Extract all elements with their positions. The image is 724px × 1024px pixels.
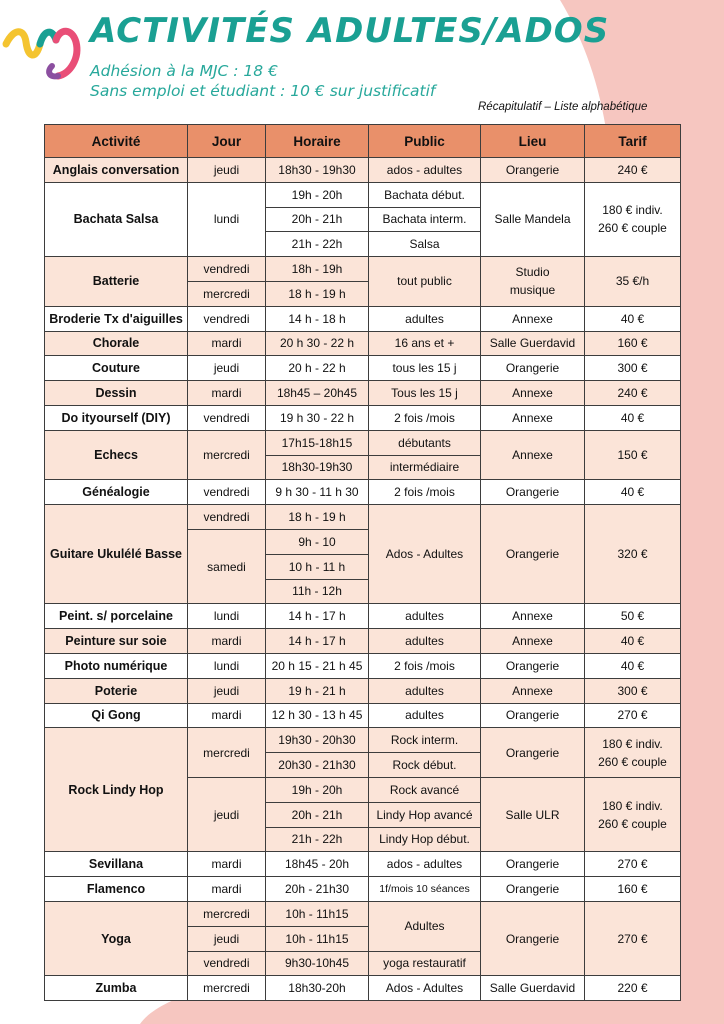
cell-lieu bbox=[481, 257, 585, 307]
cell-activite: Dessin bbox=[45, 381, 188, 406]
col-header-jour: Jour bbox=[188, 125, 266, 158]
col-header-tarif: Tarif bbox=[585, 125, 681, 158]
cell-horaire: 19 h - 21 h bbox=[266, 678, 369, 703]
cell-lieu: Orangerie bbox=[481, 901, 585, 975]
cell-jour: mardi bbox=[188, 331, 266, 356]
cell-horaire: 18h45 - 20h bbox=[266, 852, 369, 877]
cell-activite: Flamenco bbox=[45, 877, 188, 902]
cell-horaire: 18h30-20h bbox=[266, 976, 369, 1001]
table-row bbox=[45, 703, 681, 728]
cell-tarif: 220 € bbox=[585, 976, 681, 1001]
cell-lieu: Annexe bbox=[481, 678, 585, 703]
reduced-fee: Sans emploi et étudiant : 10 € sur justificatif bbox=[90, 82, 436, 100]
cell-lieu: Annexe bbox=[481, 306, 585, 331]
cell-jour: vendredi bbox=[188, 405, 266, 430]
cell-activite: Anglais conversation bbox=[45, 158, 188, 183]
cell-lieu: Orangerie bbox=[481, 505, 585, 604]
cell-horaire: 14 h - 17 h bbox=[266, 629, 369, 654]
cell-public: ados - adultes bbox=[369, 158, 481, 183]
cell-tarif: 40 € bbox=[585, 629, 681, 654]
cell-jour: mercredi bbox=[188, 430, 266, 480]
cell-public: tout public bbox=[369, 257, 481, 307]
cell-horaire: 17h15-18h15 bbox=[266, 430, 369, 455]
cell-jour: jeudi bbox=[188, 158, 266, 183]
cell-horaire: 20 h 30 - 22 h bbox=[266, 331, 369, 356]
cell-public: Ados - Adultes bbox=[369, 976, 481, 1001]
cell-horaire: 21h - 22h bbox=[266, 827, 369, 852]
cell-horaire: 20 h - 22 h bbox=[266, 356, 369, 381]
cell-public: tous les 15 j bbox=[369, 356, 481, 381]
cell-activite: Peinture sur soie bbox=[45, 629, 188, 654]
table-row bbox=[45, 653, 681, 678]
cell-lieu: Orangerie bbox=[481, 852, 585, 877]
col-header-horaire: Horaire bbox=[266, 125, 369, 158]
cell-public: 16 ans et + bbox=[369, 331, 481, 356]
cell-public: yoga restauratif bbox=[369, 951, 481, 976]
cell-horaire: 11h - 12h bbox=[266, 579, 369, 604]
cell-activite: Bachata Salsa bbox=[45, 182, 188, 256]
cell-tarif: 270 € bbox=[585, 703, 681, 728]
cell-lieu: Salle Guerdavid bbox=[481, 976, 585, 1001]
cell-lieu: Orangerie bbox=[481, 653, 585, 678]
cell-lieu: Salle Mandela bbox=[481, 182, 585, 256]
cell-public: Lindy Hop avancé bbox=[369, 802, 481, 827]
cell-horaire: 18h30-19h30 bbox=[266, 455, 369, 480]
cell-jour: jeudi bbox=[188, 777, 266, 851]
cell-tarif: 40 € bbox=[585, 653, 681, 678]
cell-horaire: 14 h - 17 h bbox=[266, 604, 369, 629]
table-row bbox=[45, 877, 681, 902]
lieu-line: Studio bbox=[515, 265, 550, 280]
cell-jour: mardi bbox=[188, 381, 266, 406]
cell-tarif: 160 € bbox=[585, 877, 681, 902]
table-row bbox=[45, 257, 681, 282]
page-title: ACTIVITÉS ADULTES/ADOS bbox=[90, 11, 610, 51]
tarif-line: 180 € indiv. bbox=[602, 736, 663, 751]
cell-public: 1f/mois 10 séances bbox=[369, 877, 481, 902]
cell-horaire: 14 h - 18 h bbox=[266, 306, 369, 331]
cell-lieu: Annexe bbox=[481, 604, 585, 629]
cell-public: 2 fois /mois bbox=[369, 480, 481, 505]
cell-tarif: 240 € bbox=[585, 158, 681, 183]
cell-activite: Echecs bbox=[45, 430, 188, 480]
cell-activite: Généalogie bbox=[45, 480, 188, 505]
cell-horaire: 20h - 21h bbox=[266, 802, 369, 827]
table-header-row bbox=[45, 125, 681, 158]
table-row bbox=[45, 604, 681, 629]
cell-lieu: Orangerie bbox=[481, 728, 585, 778]
cell-tarif: 300 € bbox=[585, 678, 681, 703]
cell-jour: vendredi bbox=[188, 257, 266, 282]
cell-tarif bbox=[585, 182, 681, 256]
cell-horaire: 9h - 10 bbox=[266, 529, 369, 554]
cell-public: 2 fois /mois bbox=[369, 653, 481, 678]
cell-lieu: Orangerie bbox=[481, 877, 585, 902]
cell-activite: Batterie bbox=[45, 257, 188, 307]
table-row bbox=[45, 976, 681, 1001]
table-row bbox=[45, 505, 681, 530]
cell-public: Lindy Hop début. bbox=[369, 827, 481, 852]
cell-horaire: 20h - 21h30 bbox=[266, 877, 369, 902]
cell-jour: vendredi bbox=[188, 951, 266, 976]
cell-horaire: 9h30-10h45 bbox=[266, 951, 369, 976]
table-row bbox=[45, 480, 681, 505]
cell-tarif: 160 € bbox=[585, 331, 681, 356]
cell-jour: mardi bbox=[188, 703, 266, 728]
tarif-line: 260 € couple bbox=[598, 221, 667, 236]
cell-horaire: 19h30 - 20h30 bbox=[266, 728, 369, 753]
cell-public: Rock avancé bbox=[369, 777, 481, 802]
cell-public: Salsa bbox=[369, 232, 481, 257]
cell-public: Adultes bbox=[369, 901, 481, 951]
cell-public: ados - adultes bbox=[369, 852, 481, 877]
tarif-line: 260 € couple bbox=[598, 816, 667, 831]
cell-public: Bachata début. bbox=[369, 182, 481, 207]
cell-lieu: Annexe bbox=[481, 381, 585, 406]
table-row bbox=[45, 629, 681, 654]
cell-activite: Yoga bbox=[45, 901, 188, 975]
cell-public: 2 fois /mois bbox=[369, 405, 481, 430]
cell-jour: mercredi bbox=[188, 976, 266, 1001]
cell-jour: jeudi bbox=[188, 356, 266, 381]
cell-activite: Sevillana bbox=[45, 852, 188, 877]
cell-activite: Broderie Tx d'aiguilles bbox=[45, 306, 188, 331]
cell-horaire: 19 h 30 - 22 h bbox=[266, 405, 369, 430]
cell-activite: Zumba bbox=[45, 976, 188, 1001]
tarif-line: 180 € indiv. bbox=[602, 203, 663, 218]
recap-note: Récapitulatif – Liste alphabétique bbox=[478, 101, 648, 113]
cell-jour: mardi bbox=[188, 852, 266, 877]
lieu-line: musique bbox=[509, 283, 556, 298]
table-row bbox=[45, 331, 681, 356]
table-row bbox=[45, 306, 681, 331]
cell-horaire: 9 h 30 - 11 h 30 bbox=[266, 480, 369, 505]
cell-jour: mercredi bbox=[188, 728, 266, 778]
table-row bbox=[45, 405, 681, 430]
cell-jour: lundi bbox=[188, 182, 266, 256]
cell-public: adultes bbox=[369, 703, 481, 728]
tarif-line: 260 € couple bbox=[598, 754, 667, 769]
cell-lieu: Annexe bbox=[481, 629, 585, 654]
cell-lieu: Orangerie bbox=[481, 480, 585, 505]
cell-lieu: Orangerie bbox=[481, 703, 585, 728]
cell-tarif: 240 € bbox=[585, 381, 681, 406]
cell-horaire: 20 h 15 - 21 h 45 bbox=[266, 653, 369, 678]
table-row bbox=[45, 901, 681, 926]
cell-horaire: 20h - 21h bbox=[266, 207, 369, 232]
cell-lieu: Orangerie bbox=[481, 356, 585, 381]
cell-public: adultes bbox=[369, 629, 481, 654]
cell-horaire: 18h45 – 20h45 bbox=[266, 381, 369, 406]
cell-tarif: 320 € bbox=[585, 505, 681, 604]
table-row bbox=[45, 430, 681, 455]
table-row bbox=[45, 728, 681, 753]
cell-horaire: 21h - 22h bbox=[266, 232, 369, 257]
cell-activite: Do ityourself (DIY) bbox=[45, 405, 188, 430]
cell-activite: Poterie bbox=[45, 678, 188, 703]
cell-public: adultes bbox=[369, 678, 481, 703]
cell-lieu: Orangerie bbox=[481, 158, 585, 183]
cell-horaire: 18 h - 19 h bbox=[266, 281, 369, 306]
cell-jour: mercredi bbox=[188, 281, 266, 306]
cell-public: Rock interm. bbox=[369, 728, 481, 753]
cell-jour: mercredi bbox=[188, 901, 266, 926]
cell-horaire: 12 h 30 - 13 h 45 bbox=[266, 703, 369, 728]
cell-activite: Rock Lindy Hop bbox=[45, 728, 188, 852]
table-row bbox=[45, 182, 681, 207]
table-row bbox=[45, 381, 681, 406]
cell-public: adultes bbox=[369, 604, 481, 629]
cell-tarif: 40 € bbox=[585, 306, 681, 331]
col-header-lieu: Lieu bbox=[481, 125, 585, 158]
cell-lieu: Annexe bbox=[481, 405, 585, 430]
cell-activite: Guitare Ukulélé Basse bbox=[45, 505, 188, 604]
membership-fee: Adhésion à la MJC : 18 € bbox=[90, 62, 278, 80]
table-row bbox=[45, 852, 681, 877]
cell-jour: jeudi bbox=[188, 678, 266, 703]
cell-tarif: 270 € bbox=[585, 901, 681, 975]
col-header-public: Public bbox=[369, 125, 481, 158]
cell-tarif bbox=[585, 777, 681, 851]
cell-horaire: 10h - 11h15 bbox=[266, 901, 369, 926]
mjc-logo-icon bbox=[0, 14, 90, 84]
cell-public: Bachata interm. bbox=[369, 207, 481, 232]
cell-lieu: Annexe bbox=[481, 430, 585, 480]
cell-activite: Chorale bbox=[45, 331, 188, 356]
cell-tarif: 150 € bbox=[585, 430, 681, 480]
cell-tarif: 35 €/h bbox=[585, 257, 681, 307]
cell-horaire: 19h - 20h bbox=[266, 182, 369, 207]
cell-horaire: 19h - 20h bbox=[266, 777, 369, 802]
cell-horaire: 10 h - 11 h bbox=[266, 554, 369, 579]
cell-tarif: 50 € bbox=[585, 604, 681, 629]
cell-jour: vendredi bbox=[188, 480, 266, 505]
cell-jour: mardi bbox=[188, 629, 266, 654]
cell-public: Rock début. bbox=[369, 753, 481, 778]
activities-table bbox=[44, 124, 681, 1001]
cell-horaire: 18h30 - 19h30 bbox=[266, 158, 369, 183]
cell-horaire: 18h - 19h bbox=[266, 257, 369, 282]
cell-activite: Qi Gong bbox=[45, 703, 188, 728]
cell-jour: mardi bbox=[188, 877, 266, 902]
table-row bbox=[45, 158, 681, 183]
cell-activite: Couture bbox=[45, 356, 188, 381]
cell-tarif: 40 € bbox=[585, 405, 681, 430]
cell-public: adultes bbox=[369, 306, 481, 331]
cell-jour: lundi bbox=[188, 653, 266, 678]
table-row bbox=[45, 678, 681, 703]
cell-tarif: 300 € bbox=[585, 356, 681, 381]
cell-tarif: 40 € bbox=[585, 480, 681, 505]
cell-jour: jeudi bbox=[188, 926, 266, 951]
cell-lieu: Salle ULR bbox=[481, 777, 585, 851]
cell-jour: lundi bbox=[188, 604, 266, 629]
cell-jour: vendredi bbox=[188, 306, 266, 331]
cell-tarif bbox=[585, 728, 681, 778]
col-header-activite: Activité bbox=[45, 125, 188, 158]
table-row bbox=[45, 356, 681, 381]
tarif-line: 180 € indiv. bbox=[602, 798, 663, 813]
cell-tarif: 270 € bbox=[585, 852, 681, 877]
cell-jour: samedi bbox=[188, 529, 266, 603]
cell-horaire: 18 h - 19 h bbox=[266, 505, 369, 530]
cell-public: débutants bbox=[369, 430, 481, 455]
cell-horaire: 20h30 - 21h30 bbox=[266, 753, 369, 778]
cell-lieu: Salle Guerdavid bbox=[481, 331, 585, 356]
cell-public: intermédiaire bbox=[369, 455, 481, 480]
cell-jour: vendredi bbox=[188, 505, 266, 530]
cell-activite: Peint. s/ porcelaine bbox=[45, 604, 188, 629]
cell-horaire: 10h - 11h15 bbox=[266, 926, 369, 951]
cell-public: Tous les 15 j bbox=[369, 381, 481, 406]
cell-public: Ados - Adultes bbox=[369, 505, 481, 604]
cell-activite: Photo numérique bbox=[45, 653, 188, 678]
